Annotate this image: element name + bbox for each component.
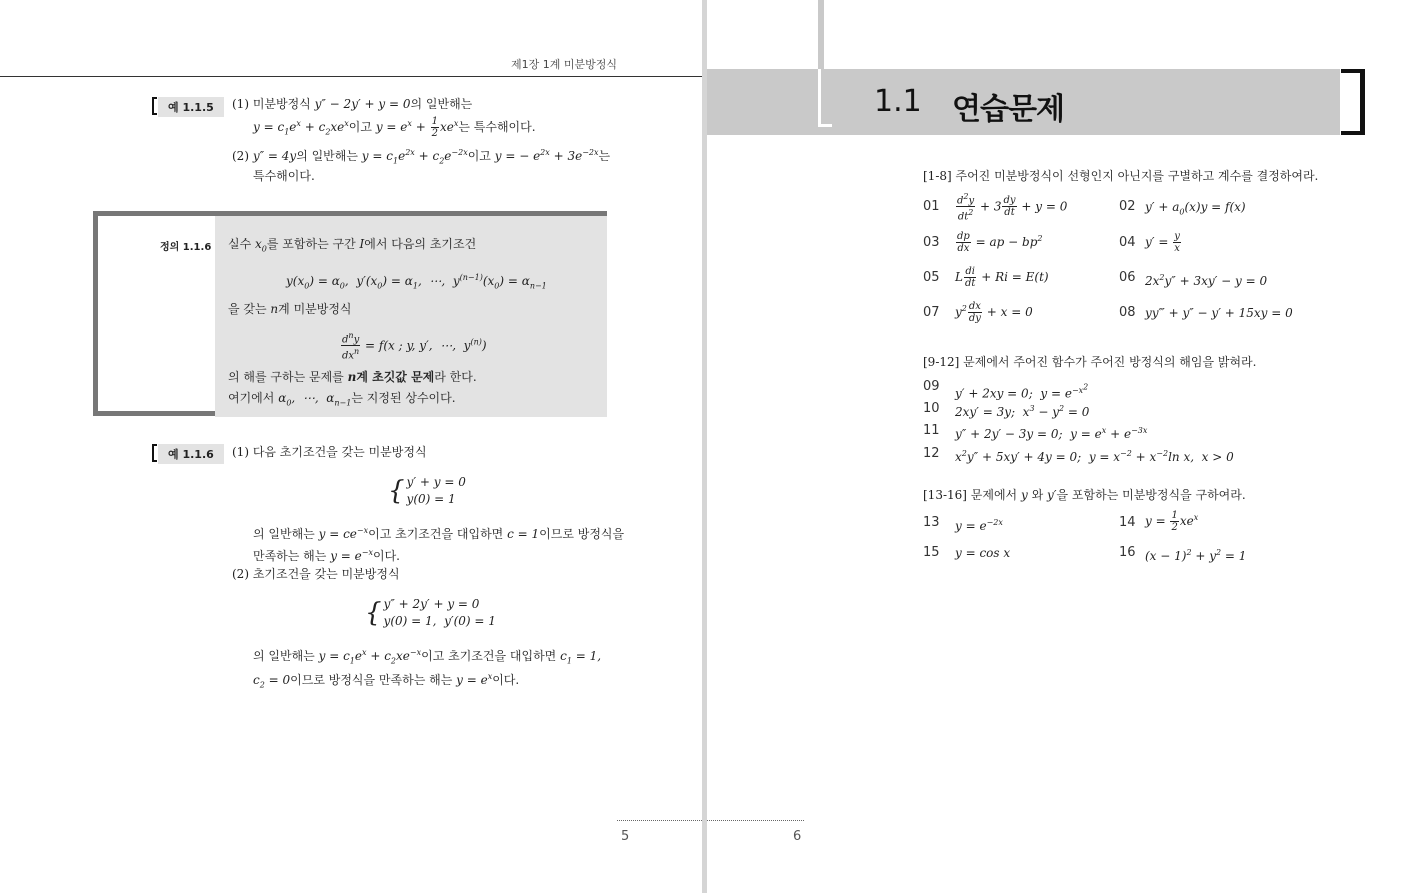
banner-left-bracket [818,69,832,127]
problem-number: 13 [923,515,940,530]
header-rule [0,76,702,77]
definition-text: 의 해를 구하는 문제를 n계 초깃값 문제라 한다. [228,370,477,384]
problem-group-instruction: [13-16] 문제에서 y 와 y′을 포함하는 미분방정식을 구하여라. [923,488,1246,502]
problem-equation: L $\frac{di}{dt}$ + Ri = E(t) [955,266,1049,289]
problem-equation: $y = e^{-2x}$ [955,518,1003,533]
footer-dotted-rule [617,820,702,821]
definition-text: 을 갖는 n계 미분방정식 [228,302,352,316]
example-text: 특수해이다. [253,169,315,183]
problem-equation: y′ = $\frac{y}{x}$ [1145,231,1180,254]
example-text: $y = c_1e^x + c_2xe^x$이고 $y = e^x$ + $\frac{1}{2}$ $xe^x$는 특수해이다. [253,116,536,139]
example-text: $c_2 = 0$이므로 방정식을 만족하는 해는 $y = e^x$이다. [253,672,520,690]
definition-text: 실수 $x_0$를 포함하는 구간 I에서 다음의 초기조건 [228,237,477,254]
problem-equation: $y^2$ $\frac{dx}{dy}$ + x = 0 [955,301,1033,324]
problem-equation: $\frac{d^2y}{dt^2}$ + 3 $\frac{dy}{dt}$ + y = 0 [957,192,1068,223]
example-text: 만족하는 해는 $y = e^{-x}$이다. [253,548,400,563]
right-page [707,0,1414,893]
example-text: (2) y″ = 4y의 일반해는 $y = c_1e^{2x} + c_2e^{-2x}$이고 y = − $e^{2x} + 3e^{-2x}$는 [232,148,611,166]
problem-number: 06 [1119,270,1136,285]
problem-group-instruction: [9-12] 문제에서 주어진 함수가 주어진 방정식의 해임을 밝혀라. [923,355,1257,369]
problem-equation: y = $\frac{1}{2}$ $xe^x$ [1145,510,1199,533]
problem-equation: $2x^2y'' + 3xy' - y = 0$ [1145,273,1268,288]
example-text: (1) 다음 초기조건을 갖는 미분방정식 [232,445,427,459]
left-page [0,0,702,893]
ivp-system: { y′ + y = 0 y(0) = 1 [388,475,466,506]
problem-equation: y = cos x [955,546,1011,560]
ivp-system: { y″ + 2y′ + y = 0 y(0) = 1, y′(0) = 1 [365,597,496,628]
example-bracket [152,97,157,115]
example-label: 예 1.1.5 [158,97,224,117]
problem-number: 16 [1119,545,1136,560]
example-text: (2) 초기조건을 갖는 미분방정식 [232,567,400,581]
footer-dotted-rule [707,820,804,821]
example-label: 예 1.1.6 [158,444,224,464]
problem-equation: $\frac{dp}{dx}$ = ap − $bp^2$ [957,231,1043,254]
page-number: 6 [793,829,802,844]
problem-number: 12 [923,446,940,461]
problem-number: 03 [923,235,940,250]
running-header: 제1장 1계 미분방정식 [511,58,617,71]
problem-equation: y′ + 2xy = 0; $y = e^{-x^2}$ [955,382,1089,401]
problem-number: 14 [1119,515,1136,530]
problem-number: 01 [923,199,940,214]
section-number: 1.1 [874,84,922,119]
problem-equation: y″ + 2y′ − 3y = 0; $y = e^x + e^{-3x}$ [955,426,1148,441]
problem-number: 10 [923,401,940,416]
banner-right-bracket [1341,69,1365,135]
problem-equation: $(x - 1)^2 + y^2 = 1$ [1145,548,1247,563]
page-number: 5 [621,829,630,844]
definition-formula: $y(x_0) = \alpha_0$, $y'(x_0) = \alpha_1$, ⋯, $y^{(n-1)}(x_0) = \alpha_{n-1}$ [286,273,547,291]
problem-number: 04 [1119,235,1136,250]
section-title: 연습문제 [952,92,1064,127]
problem-equation: $y' + a_0(x)y = f(x)$ [1145,200,1246,217]
problem-number: 07 [923,305,940,320]
problem-equation: yy‴ + y″ − y′ + 15xy = 0 [1145,306,1293,320]
problem-number: 15 [923,545,940,560]
example-text: 의 일반해는 $y = c_1e^x + c_2xe^{-x}$이고 초기조건을 대입하면 $c_1 = 1$, [253,648,602,666]
problem-equation: $x^2y'' + 5xy' + 4y = 0$; $y = x^{-2} + x^{-2}\ln$ x, x > 0 [955,449,1234,464]
problem-number: 11 [923,423,940,438]
problem-equation: 2xy′ = 3y; $x^3 - y^2 = 0$ [955,404,1090,419]
example-text: 의 일반해는 $y = ce^{-x}$이고 초기조건을 대입하면 c = 1이므로 방정식을 [253,526,625,541]
problem-number: 02 [1119,199,1136,214]
problem-number: 08 [1119,305,1136,320]
problem-number: 09 [923,379,940,394]
definition-text: 여기에서 $\alpha_0$, ⋯, $\alpha_{n-1}$는 지정된 상수이다. [228,391,456,408]
definition-label: 정의 1.1.6 [160,242,212,253]
problem-number: 05 [923,270,940,285]
definition-formula: $\frac{d^ny}{dx^n}$ = f(x ; y, y′, ⋯, $y^{(n)}$) [342,331,487,362]
example-text: (1) 미분방정식 y″ − 2y′ + y = 0의 일반해는 [232,97,473,111]
problem-group-instruction: [1-8] 주어진 미분방정식이 선형인지 아닌지를 구별하고 계수를 결정하여라. [923,169,1319,183]
example-bracket [152,444,157,462]
